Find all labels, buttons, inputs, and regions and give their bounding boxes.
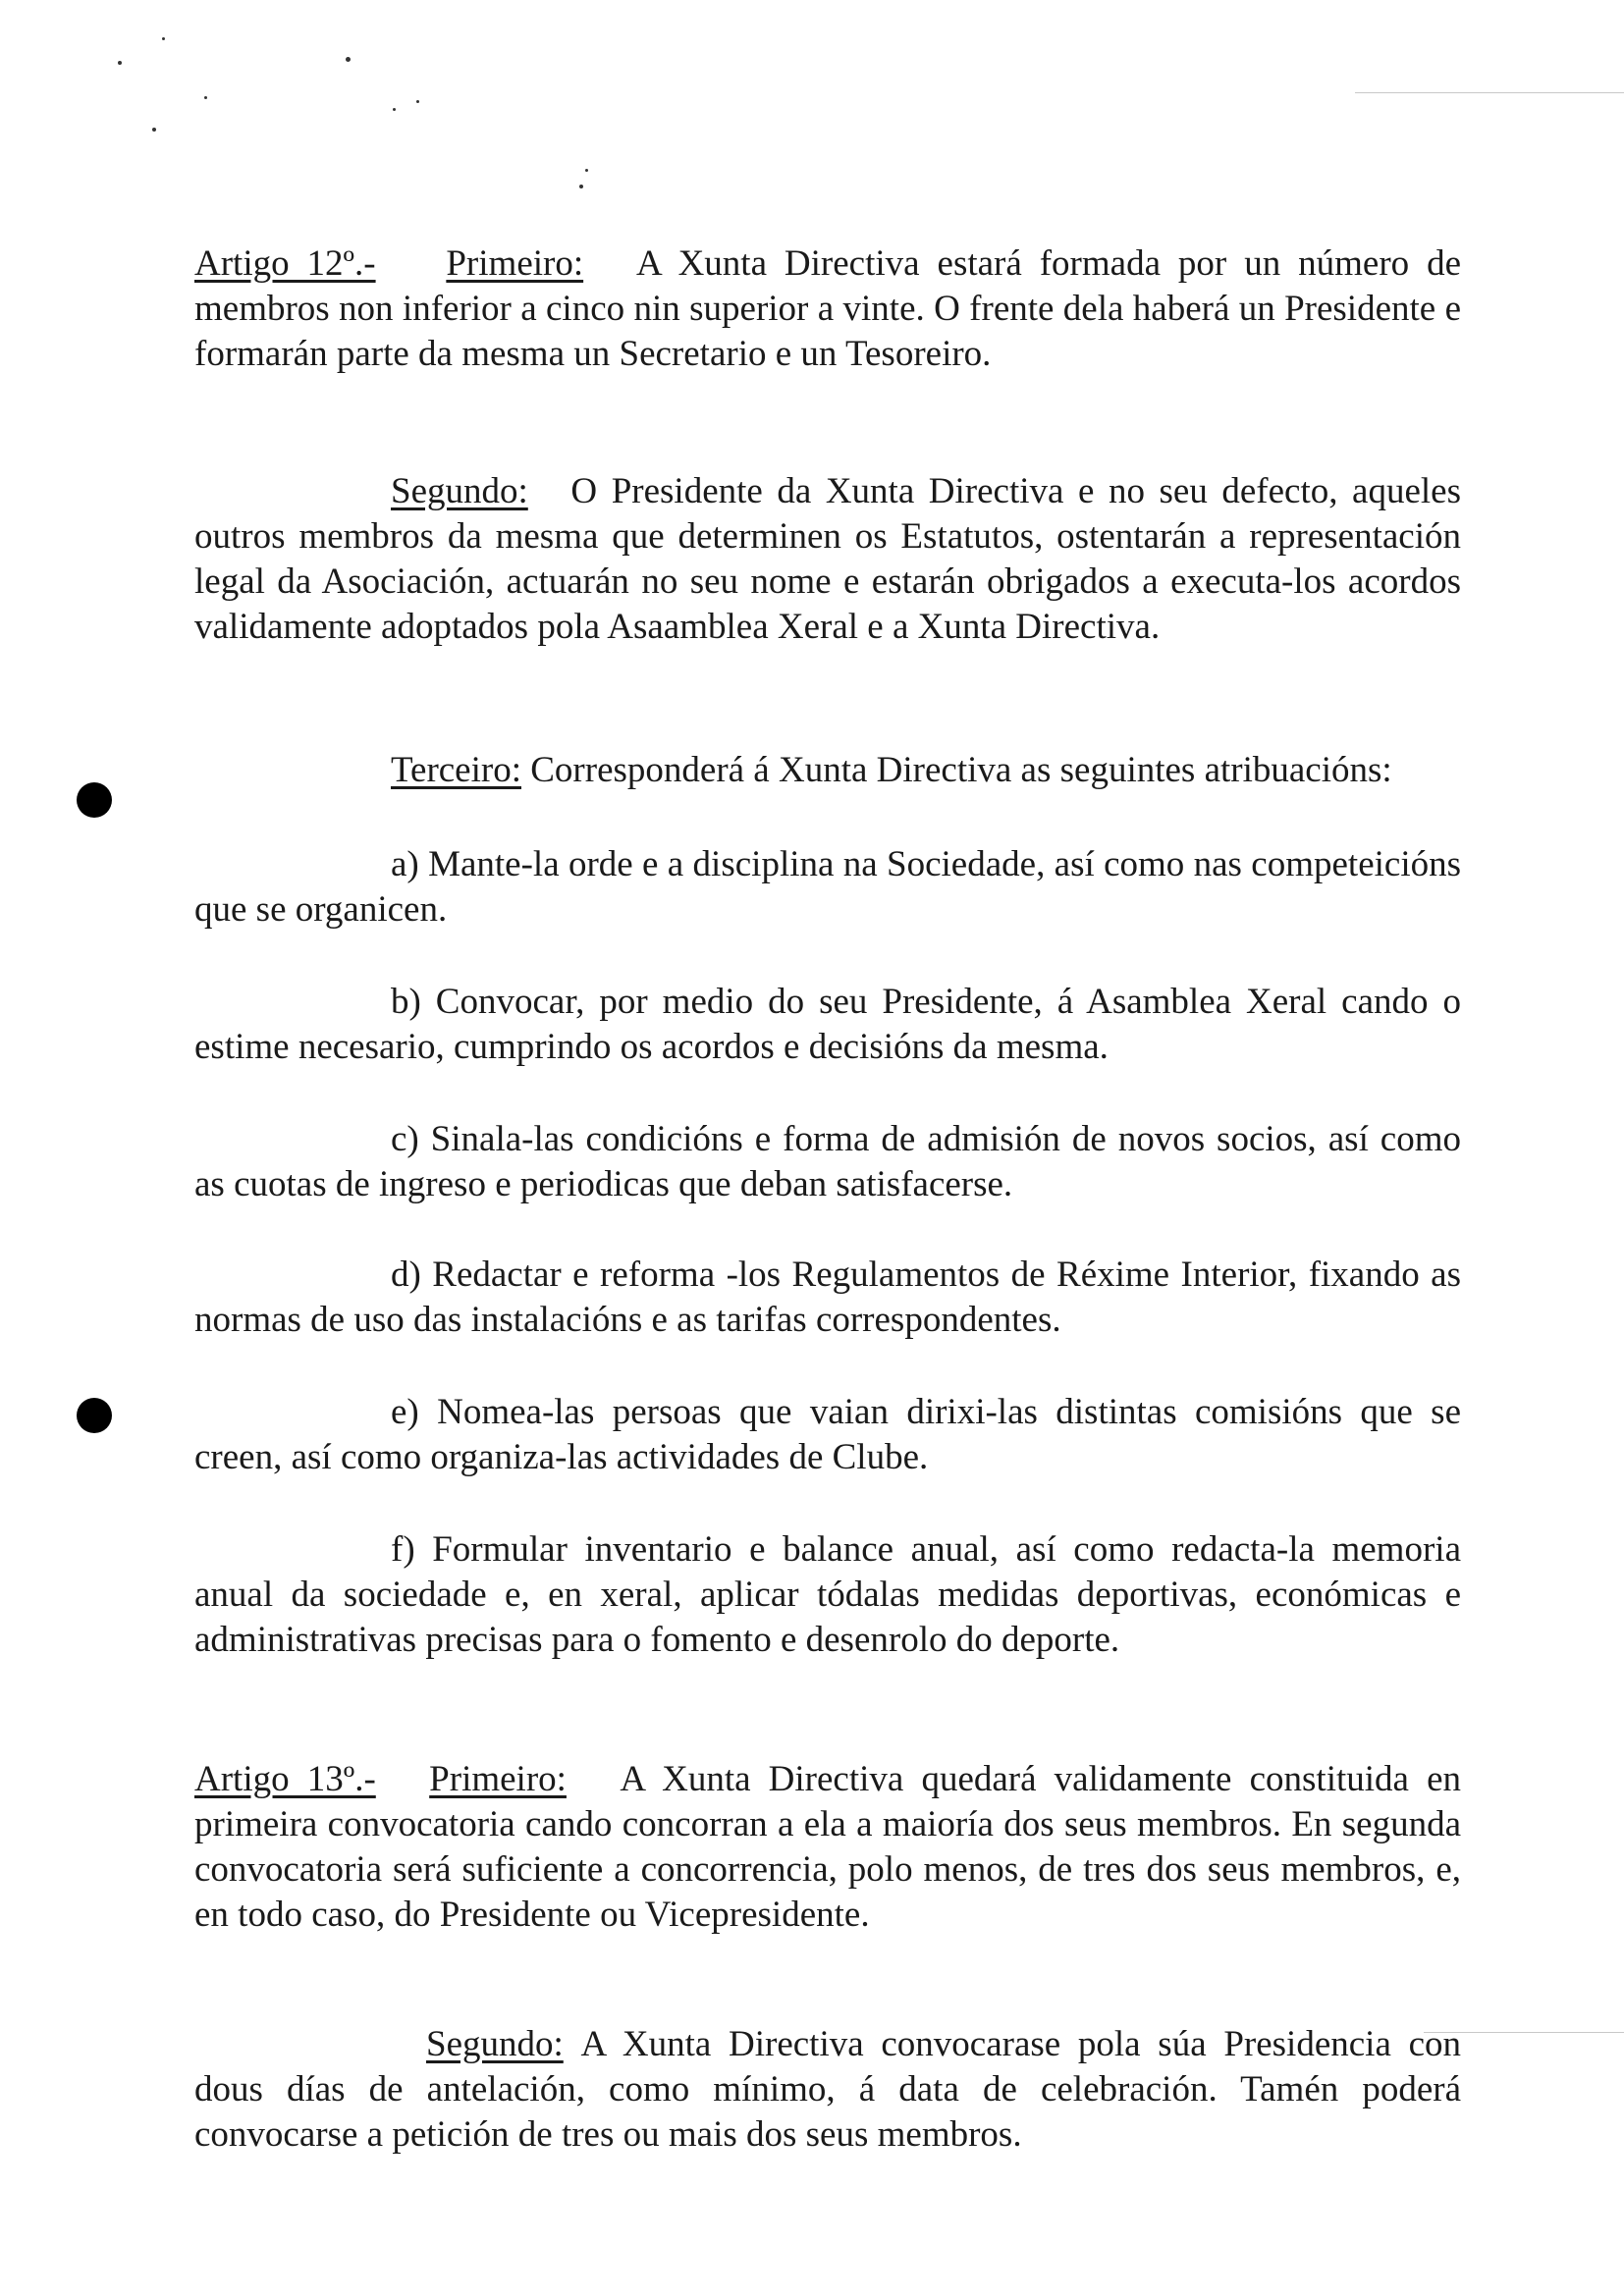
punch-hole-top <box>77 782 112 818</box>
article-12-segundo-text: O Presidente da Xunta Directiva e no seu defecto, aqueles outros membros da mesma que determinen os Estatutos, ostentarán a representación legal da Asociación, actuarán no seu nome e estarán obrigados a executa-los acordos validamente adoptados pola Asaamblea Xeral e a Xunta Directiva. <box>194 471 1461 647</box>
article-13-segundo-text: A Xunta Directiva convocarase pola súa Presidencia con dous días de antelación, como mínimo, á data de celebración. Tamén poderá convocarse a petición de tres ou mais dos seus membros. <box>194 2024 1462 2155</box>
scan-speck <box>118 61 122 65</box>
article-12-terceiro <box>194 748 1461 793</box>
scan-line <box>1355 92 1624 93</box>
article-12-terceiro-label: Terceiro: <box>391 750 521 790</box>
attribution-item-e: e) Nomea-las persoas que vaian dirixi-las distintas comisións que se creen, así como organiza-las actividades de Clube. <box>194 1392 1461 1477</box>
punch-hole-bottom <box>77 1398 112 1433</box>
attribution-item-b: b) Convocar, por medio do seu Presidente, á Asamblea Xeral cando o estime necesario, cumprindo os acordos e decisións da mesma. <box>194 982 1461 1067</box>
attribution-item-c: c) Sinala-las condicións e forma de admisión de novos socios, así como as cuotas de ingreso e periodicas que deban satisfacerse. <box>194 1119 1461 1204</box>
attribution-item-f: f) Formular inventario e balance anual, así como redacta-la memoria anual da sociedade e, en xeral, aplicar tódalas medidas deportivas, económicas e administrativas precisas para o fomento e desenrolo do deporte. <box>194 1529 1461 1660</box>
article-13-segundo <box>194 2022 1461 2158</box>
scan-speck <box>579 185 583 188</box>
article-13-primeiro-label: Primeiro: <box>429 1759 567 1799</box>
article-13-heading: Artigo 13º.- <box>194 1759 376 1799</box>
scan-speck <box>152 128 156 132</box>
article-12-primeiro-text: A Xunta Directiva estará formada por un número de membros non inferior a cinco nin superior a vinte. O frente dela haberá un Presidente e formarán parte da mesma un Secretario e un Tesoreiro. <box>194 243 1462 374</box>
scan-speck <box>346 57 351 62</box>
article-12-segundo <box>194 469 1461 650</box>
article-13-primeiro-text: A Xunta Directiva quedará validamente constituida en primeira convocatoria cando concorran a ela a maioría dos seus membros. En segunda convocatoria será suficiente a concorrencia, polo menos, de tres dos seus membros, e, en todo caso, do Presidente ou Vicepresidente. <box>194 1759 1462 1935</box>
article-12-terceiro-text: Corresponderá á Xunta Directiva as seguintes atribuacións: <box>530 750 1392 790</box>
article-12-primeiro-label: Primeiro: <box>446 243 584 284</box>
scan-speck <box>416 100 419 103</box>
scan-speck <box>162 37 165 40</box>
attribution-item-a: a) Mante-la orde e a disciplina na Sociedade, así como nas competeicións que se organicen. <box>194 844 1461 930</box>
article-13-segundo-label: Segundo: <box>426 2024 564 2064</box>
scan-speck <box>393 108 396 111</box>
article-13-primeiro <box>194 1757 1461 1938</box>
article-12-segundo-label: Segundo: <box>391 471 528 511</box>
article-12-heading: Artigo 12º.- <box>194 243 376 284</box>
scan-speck <box>204 96 207 99</box>
attribution-item-d: d) Redactar e reforma -los Regulamentos de Réxime Interior, fixando as normas de uso das instalacións e as tarifas correspondentes. <box>194 1255 1461 1340</box>
article-12-primeiro <box>194 241 1461 377</box>
scan-speck <box>585 169 588 172</box>
